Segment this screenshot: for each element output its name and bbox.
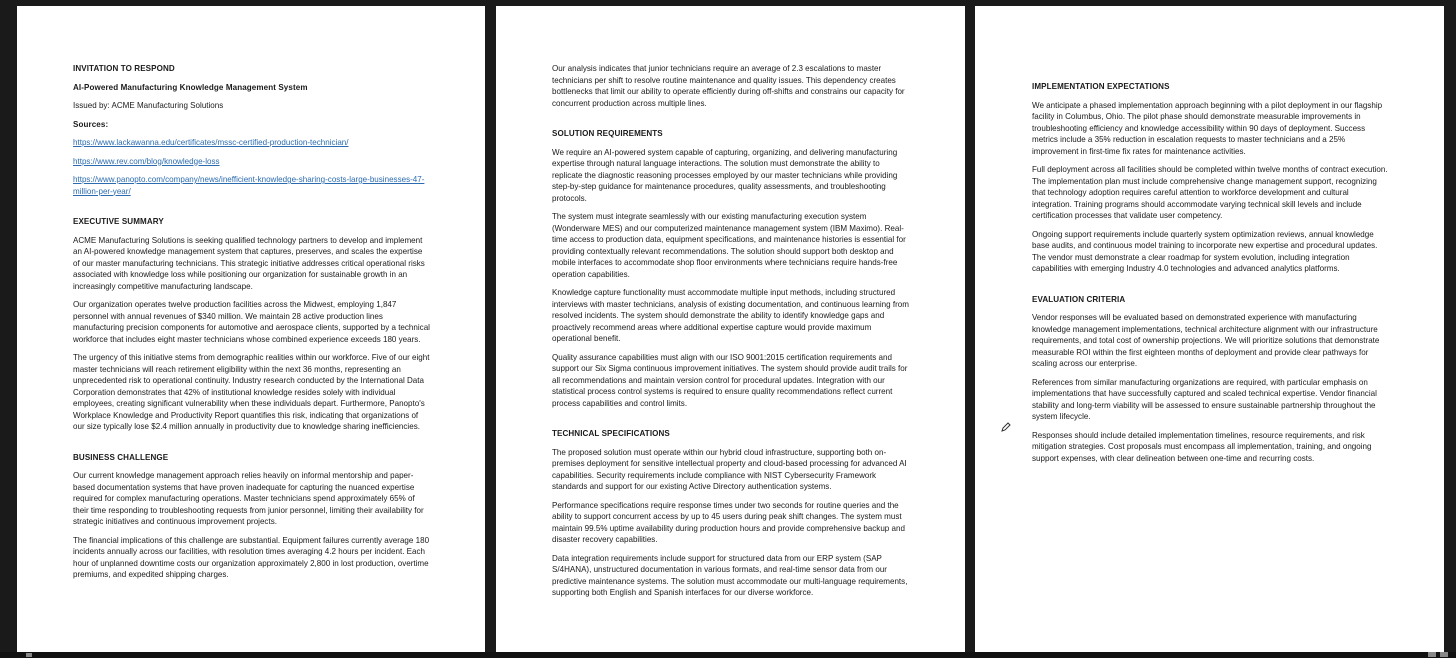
executive-summary-heading: EXECUTIVE SUMMARY	[73, 217, 164, 226]
paragraph: ACME Manufacturing Solutions is seeking qualified technology partners to develop and implement an AI-powered knowledge management system that captures, preserves, and scales the expertise of our master manufacturing technicians. This strategic initiative addresses critical operational risks associated with knowledge loss while positioning our organization for sustainable growth in an increasingly competitive manufacturing landscape.	[73, 235, 425, 291]
paragraph: Knowledge capture functionality must accommodate multiple input methods, including structured interviews with master technicians, analysis of existing documentation, and continuous learning from resolved incidents. The system should demonstrate the ability to identify knowledge gaps and proactively recommend areas where additional expertise capture would provide maximum operational benefit.	[552, 288, 909, 343]
paragraph: Data integration requirements include support for structured data from our ERP system (SAP S/4HANA), unstructured documentation in various formats, and real-time sensor data from our predictive maintenance systems. The solution must accommodate our multi-language requirements, supporting both English and Spanish interfaces for our diverse workforce.	[552, 553, 908, 597]
paragraph: Performance specifications require response times under two seconds for routine queries and the ability to support concurrent access by up to 45 users during peak shift changes. The system must maintain 99.5% uptime availability during production hours and provide comprehensive backup and disaster recovery capabilities.	[552, 500, 905, 544]
sources-label: Sources:	[73, 119, 109, 129]
paragraph: The proposed solution must operate within our hybrid cloud infrastructure, supporting both on-premises deployment for sensitive intellectual property and cloud-based processing for advanced AI capabilities. Security requirements include compliance with NIST Cybersecurity Framework standards and support for our existing Active Directory authentication systems.	[552, 447, 907, 491]
business-challenge-heading: BUSINESS CHALLENGE	[73, 452, 169, 462]
document-page-2	[496, 6, 965, 652]
evaluation-criteria-heading: EVALUATION CRITERIA	[1032, 294, 1126, 304]
pen-cursor-icon	[1000, 421, 1012, 433]
page-1-content	[73, 63, 431, 581]
paragraph: We require an AI-powered system capable of capturing, organizing, and delivering manufacturing expertise through natural language interactions. The solution must demonstrate the ability to replicate the diagnostic reasoning processes employed by our master technicians while providing step-by-step guidance for maintenance procedures, quality assessments, and troubleshooting protocols.	[552, 147, 898, 203]
paragraph: Our current knowledge management approach relies heavily on informal mentorship and paper-based documentation systems that have proven inadequate for capturing the nuanced expertise required for complex manufacturing operations. Master technicians spend approximately 65% of their time responding to troubleshooting requests from junior personnel, limiting their availability for strategic initiatives and continuous improvement projects.	[73, 471, 424, 526]
paragraph: Quality assurance capabilities must align with our ISO 9001:2015 certification requirements and support our Six Sigma continuous improvement initiatives. The system should provide audit trails for all recommendations and maintain version control for procedural updates. Integration with our statistical process control systems is required to ensure quality recommendations reflect current process capabilities and control limits.	[552, 352, 908, 408]
paragraph: References from similar manufacturing organizations are required, with particular emphasis on implementations that have successfully captured and scaled technical expertise. Vendor financial stability and long-term viability will be assessed to ensure sustainable partnership throughout the system lifecycle.	[1032, 377, 1377, 421]
paragraph: Vendor responses will be evaluated based on demonstrated experience with manufacturing knowledge management implementations, technical architecture alignment with our infrastructure requirements, and total cost of ownership projections. We will prioritize solutions that demonstrate measurable ROI within the first eighteen months of deployment and provide clear pathways for scaling across our enterprise.	[1032, 313, 1380, 368]
paragraph: We anticipate a phased implementation approach beginning with a pilot deployment in our flagship facility in Columbus, Ohio. The pilot phase should demonstrate measurable improvements in troubleshooting efficiency and knowledge accessibility within 90 days of deployment. Success metrics include a 35% reduction in escalation requests to master technicians and a 25% improvement in first-time fix rates for maintenance activities.	[1032, 100, 1383, 156]
implementation-expectations-heading: IMPLEMENTATION EXPECTATIONS	[1032, 82, 1170, 91]
document-page-1	[17, 6, 485, 652]
document-subtitle: AI-Powered Manufacturing Knowledge Management System	[73, 82, 308, 92]
page-2-content	[552, 63, 910, 599]
paragraph: The system must integrate seamlessly with our existing manufacturing execution system (Wonderware MES) and our computerized maintenance management system (IBM Maximo). Real-time access to production data, equipment specifications, and maintenance histories is essential for providing contextually relevant recommendations. The solution should support both desktop and mobile interfaces to accommodate shop floor environments where technicians require hands-free operation capabilities.	[552, 212, 906, 279]
source-link-1[interactable]: https://www.lackawanna.edu/certificates/mssc-certified-production-technician/	[73, 138, 349, 147]
layout-icon[interactable]	[1428, 652, 1436, 657]
paragraph: The urgency of this initiative stems from demographic realities within our workforce. Five of our eight master technicians will reach retirement eligibility within the next 36 months, representing an unprecedented risk to operational continuity. Industry research conducted by the International Data Corporation demonstrates that 42% of institutional knowledge resides solely with individual employees, creating significant vulnerability when these individuals depart. Furthermore, Panopto's Workplace Knowledge and Productivity Report quantifies this risk, indicating that organizations of our size typically lose $2.4 million annually in productivity due to knowledge sharing inefficiencies.	[73, 353, 430, 431]
paragraph: Full deployment across all facilities should be completed within twelve months of contract execution. The implementation plan must include comprehensive change management support, recognizing that technology adoption requires careful attention to workforce development and cultural integration. Training programs should accommodate varying technical skill levels and include certification processes that validate user competency.	[1032, 165, 1388, 220]
zoom-icon[interactable]	[1440, 652, 1448, 657]
paragraph: The financial implications of this challenge are substantial. Equipment failures currently average 180 incidents annually across our facilities, with resolution times averaging 4.2 hours per incident. Each hour of unplanned downtime costs our organization approximately 2,800 in lost production, overtime premiums, and expedited shipping charges.	[73, 535, 430, 579]
paragraph: Responses should include detailed implementation timelines, resource requirements, and risk mitigation strategies. Cost proposals must encompass all implementation, training, and ongoing support expenses, with clear delineation between one-time and recurring costs.	[1032, 430, 1372, 463]
paragraph: Our analysis indicates that junior technicians require an average of 2.3 escalations to master technicians per shift to resolve routine maintenance and quality issues. This dependency creates bottlenecks that limit our ability to operate efficiently during off-shifts and constrains our capacity for concurrent production across multiple lines.	[552, 64, 905, 108]
source-link-2[interactable]: https://www.rev.com/blog/knowledge-loss	[73, 156, 220, 166]
paragraph: Our organization operates twelve production facilities across the Midwest, employing 1,847 personnel with annual revenues of $340 million. We maintain 28 active production lines manufacturing precision components for automotive and aerospace clients, supported by a technical workforce that includes eight master technicians whose combined experience exceeds 180 years.	[73, 300, 430, 344]
issued-by: Issued by: ACME Manufacturing Solutions	[73, 101, 224, 110]
page-indicator-icon	[26, 653, 32, 657]
source-link-3[interactable]: https://www.panopto.com/company/news/inefficient-knowledge-sharing-costs-large-businesses-47-million-per-year/	[73, 175, 425, 196]
status-bar	[0, 652, 1456, 658]
view-controls[interactable]	[1428, 652, 1448, 658]
page-3-content	[1032, 81, 1390, 464]
solution-requirements-heading: SOLUTION REQUIREMENTS	[552, 129, 663, 138]
paragraph: Ongoing support requirements include quarterly system optimization reviews, annual knowledge base audits, and continuous model training to incorporate new expertise and procedural updates. The vendor must demonstrate a clear roadmap for system evolution, including integration capabilities with emerging Industry 4.0 technologies and advanced analytics platforms.	[1032, 229, 1378, 273]
technical-specifications-heading: TECHNICAL SPECIFICATIONS	[552, 429, 670, 438]
document-title: INVITATION TO RESPOND	[73, 64, 175, 73]
document-page-3	[975, 6, 1444, 652]
